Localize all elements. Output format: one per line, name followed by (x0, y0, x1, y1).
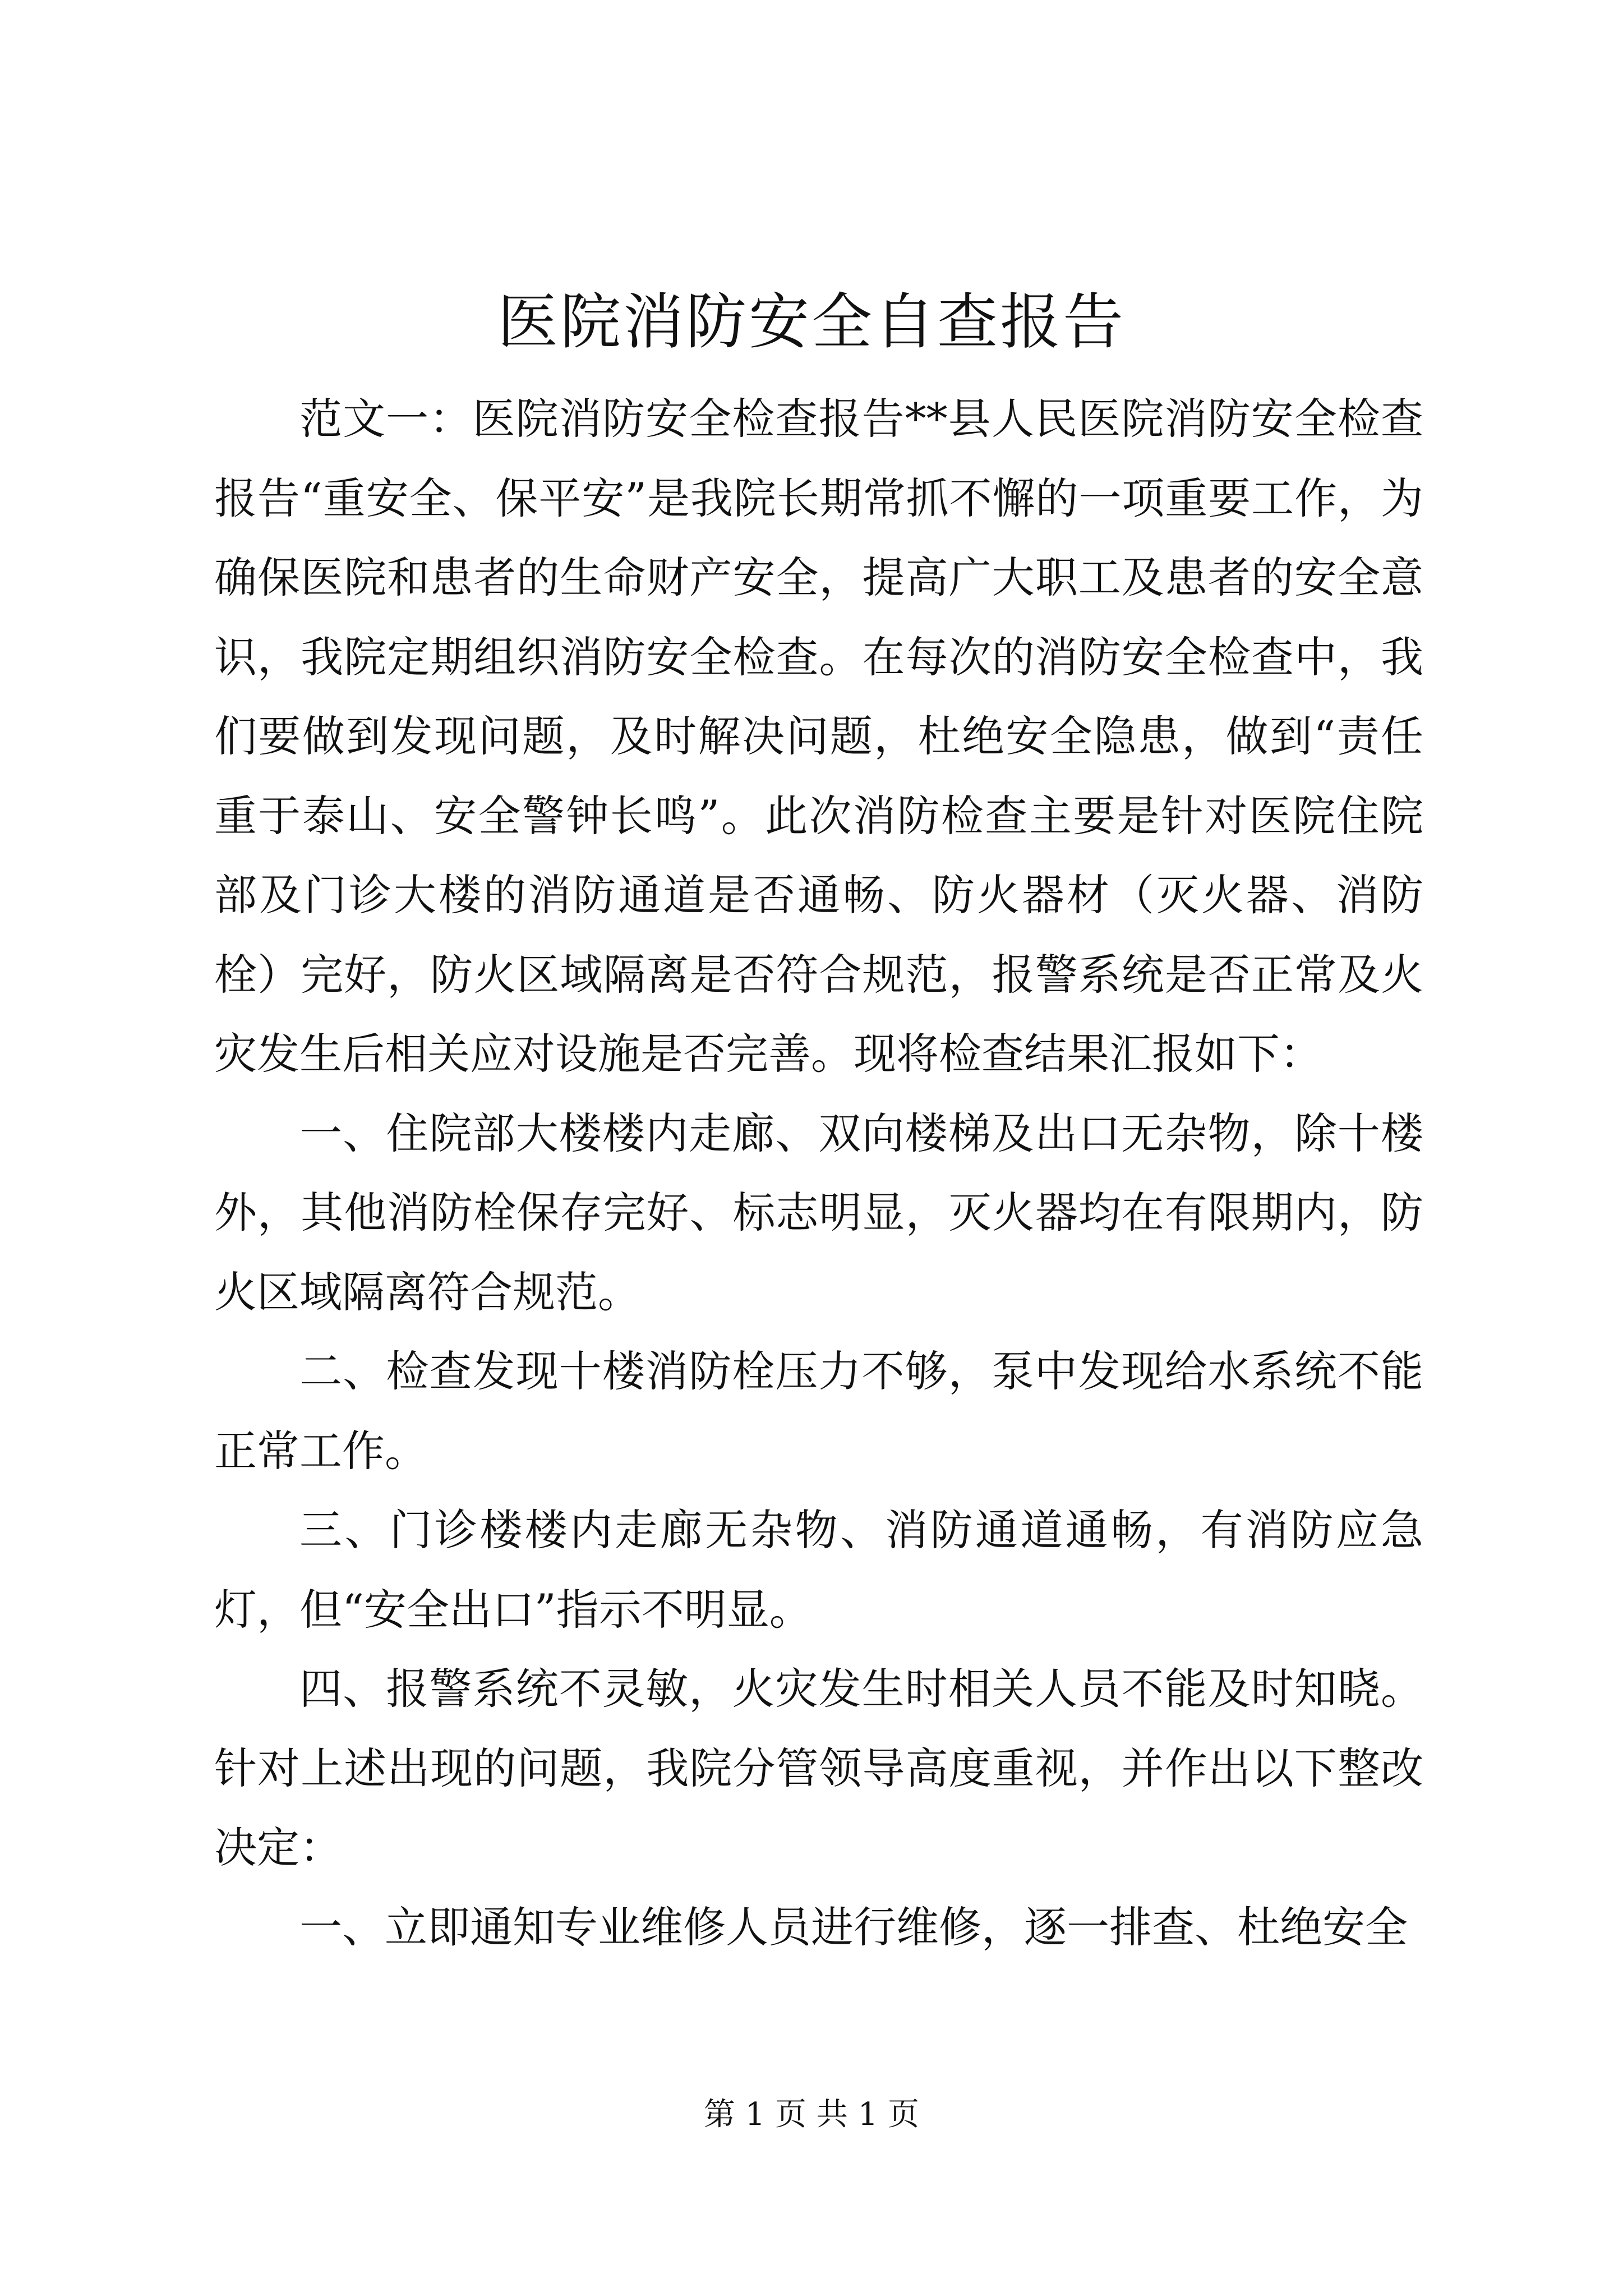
paragraph-finding-2: 二、检查发现十楼消防栓压力不够，泵中发现给水系统不能正常工作。 (214, 1346, 1423, 1476)
paragraph-finding-3: 三、门诊楼楼内走廊无杂物、消防通道通畅，有消防应急灯，但“安全出口”指示不明显。 (214, 1505, 1423, 1635)
paragraph-intro: 范文一：医院消防安全检查报告**县人民医院消防安全检查报告“重安全、保平安”是我院长期常抓不懈的一项重要工作，为确保医院和患者的生命财产安全，提高广大职工及患者的安全意识，我院定期组织消防安全检查。在每次的消防安全检查中，我们要做到发现问题，及时解决问题，杜绝安全隐患，做到“责任重于泰山、安全警钟长鸣”。此次消防检查主要是针对医院住院部及门诊大楼的消防通道是否通畅、防火器材（灭火器、消防栓）完好，防火区域隔离是否符合规范，报警系统是否正常及火灾发生后相关应对设施是否完善。现将检查结果汇报如下： (214, 394, 1423, 1079)
paragraph-finding-1: 一、住院部大楼楼内走廊、双向楼梯及出口无杂物，除十楼外，其他消防栓保存完好、标志明显，灭火器均在有限期内，防火区域隔离符合规范。 (214, 1108, 1423, 1317)
document-body (214, 379, 1423, 1967)
paragraph-rectification-1: 一、立即通知专业维修人员进行维修，逐一排查、杜绝安全 (299, 1902, 1408, 1952)
page-footer: 第 1 页 共 1 页 (703, 2096, 920, 2133)
paragraph-finding-4: 四、报警系统不灵敏，火灾发生时相关人员不能及时知晓。针对上述出现的问题，我院分管领导高度重视，并作出以下整改决定： (214, 1664, 1423, 1872)
document-title: 医院消防安全自查报告 (497, 287, 1126, 357)
